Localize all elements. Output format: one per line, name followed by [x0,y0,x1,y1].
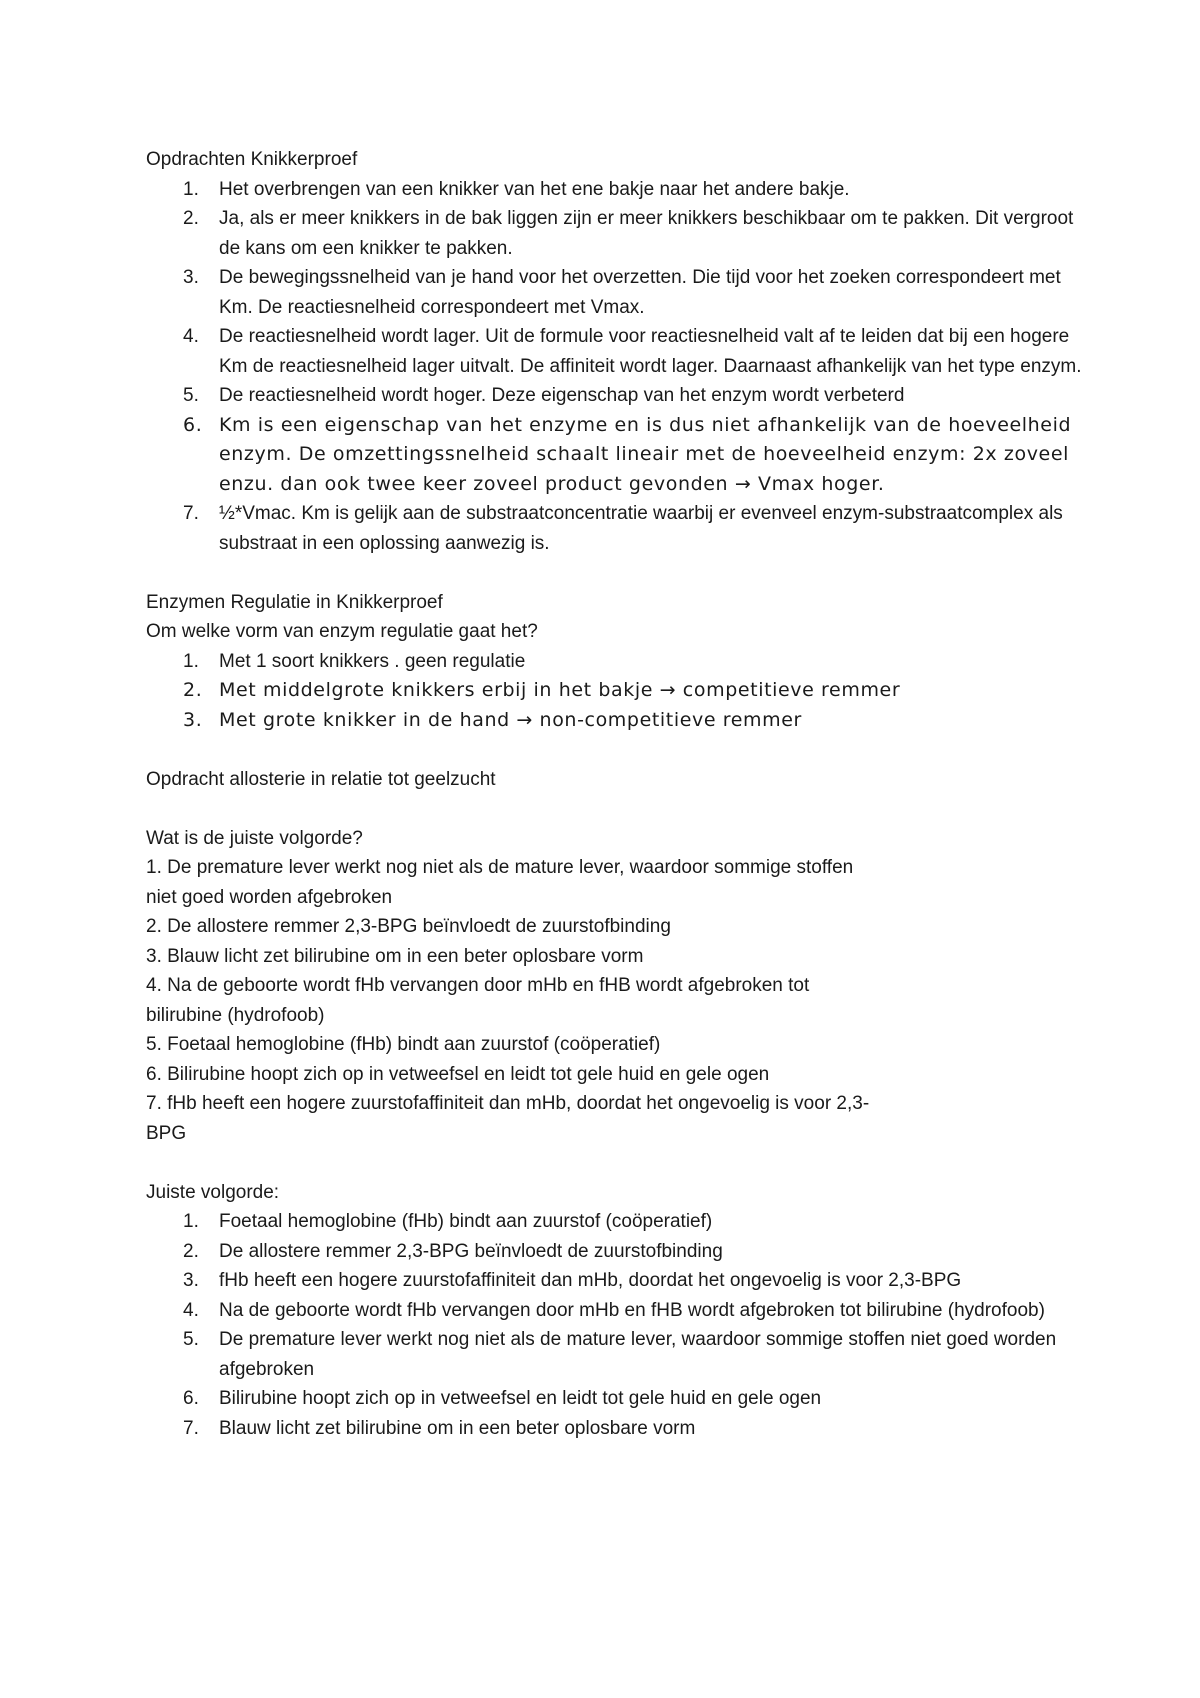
list-item [146,676,1066,706]
list-number: 3. [183,708,203,731]
list-text: Blauw licht zet bilirubine om in een beter oplosbare vorm [219,1417,696,1439]
list-text: Na de geboorte wordt fHb vervangen door mHb en fHB wordt afgebroken tot bilirubine (hydrofoob) [219,1299,1045,1321]
list-item [146,1237,1119,1267]
list-number: 2. [183,1240,199,1262]
list-text: Met 1 soort knikkers . geen regulatie [219,650,526,672]
list-number: 1. [183,1211,199,1232]
list-number: 2. [183,208,199,229]
list-text: De bewegingssnelheid van je hand voor het overzetten. Die tijd voor het zoeken correspondeert met Km. De reactiesnelheid correspondeert met Vmax. [219,267,1061,318]
list-item [146,175,1087,205]
list-item [146,263,1087,322]
section-question: Wat is de juiste volgorde? [146,827,363,849]
section-title: Juiste volgorde: [146,1181,280,1203]
correct-order-list [146,1207,1066,1443]
list-text: De premature lever werkt nog niet als de mature lever, waardoor sommige stoffen niet goed worden afgebroken [219,1329,1057,1380]
text-line: bilirubine (hydrofoob) [146,1004,325,1026]
list-text: Km is een eigenschap van het enzyme en is dus niet afhankelijk van de hoeveelheid enzym. De omzettingssnelheid schaalt lineair met de hoeveelheid enzym: 2x zoveel enzu. dan ook twee keer zoveel product gevonden → Vmax hoger. [219,413,1072,495]
list-text: Ja, als er meer knikkers in de bak liggen zijn er meer knikkers beschikbaar om te pakken. Dit vergroot de kans om een knikker te pakken. [219,208,1074,259]
list-number: 7. [183,503,199,524]
list-text: Het overbrengen van een knikker van het ene bakje naar het andere bakje. [219,178,850,200]
list-number: 5. [183,1329,199,1350]
text-line: 3. Blauw licht zet bilirubine om in een beter oplosbare vorm [146,945,644,967]
list-number: 2. [183,679,203,701]
list-number: 7. [183,1417,199,1439]
answers-list [146,175,1082,559]
list-text: De allostere remmer 2,3-BPG beïnvloedt de zuurstofbinding [219,1240,723,1262]
section-title: Enzymen Regulatie in Knikkerproef [146,591,443,613]
spacer [146,558,1066,588]
list-text: fHb heeft een hogere zuurstofaffiniteit dan mHb, doordat het ongevoelig is voor 2,3-BPG [219,1270,962,1291]
text-line: BPG [146,1122,187,1144]
list-number: 6. [183,1388,199,1409]
list-number: 1. [183,650,199,672]
document-content [146,145,1082,1443]
text-line: 5. Foetaal hemoglobine (fHb) bindt aan zuurstof (coöperatief) [146,1034,661,1055]
list-item [146,1266,1119,1296]
list-number: 5. [183,385,199,406]
list-item [146,322,1087,381]
list-item [146,381,1099,411]
list-number: 1. [183,178,199,200]
list-number: 3. [183,1270,199,1291]
list-text: De reactiesnelheid wordt hoger. Deze eigenschap van het enzym wordt verbeterd [219,385,905,406]
list-number: 4. [183,326,199,347]
list-item [146,1207,1119,1237]
list-item [146,499,1087,558]
list-item [146,1296,1089,1326]
list-item [146,411,1087,500]
list-text: Met middelgrote knikkers erbij in het bakje → competitieve remmer [219,679,901,701]
spacer [146,1148,1066,1178]
spacer [146,735,1066,765]
list-item [146,1384,1119,1414]
section-title: Opdracht allosterie in relatie tot geelzucht [146,768,496,790]
list-item [146,647,1066,677]
regulation-list [146,647,1066,736]
list-text: Foetaal hemoglobine (fHb) bindt aan zuurstof (coöperatief) [219,1211,713,1232]
list-text: Bilirubine hoopt zich op in vetweefsel en leidt tot gele huid en gele ogen [219,1388,822,1409]
list-item [146,706,1066,736]
list-item [146,1414,1119,1444]
list-number: 4. [183,1299,199,1321]
spacer [146,794,1066,824]
text-line: 4. Na de geboorte wordt fHb vervangen door mHb en fHB wordt afgebroken tot [146,975,810,996]
list-item [146,204,1087,263]
list-text: ½*Vmac. Km is gelijk aan de substraatconcentratie waarbij er evenveel enzym-substraatcomplex als substraat in een oplossing aanwezig is. [219,503,1063,554]
list-text: De reactiesnelheid wordt lager. Uit de formule voor reactiesnelheid valt af te leiden dat bij een hogere Km de reactiesnelheid lager uitvalt. De affiniteit wordt lager. Daarnaast afhankelijk van het type enzym. [219,326,1082,377]
text-line: 2. De allostere remmer 2,3-BPG beïnvloedt de zuurstofbinding [146,916,671,937]
text-line: 1. De premature lever werkt nog niet als de mature lever, waardoor sommige stoffen [146,857,854,878]
list-item [146,1325,1119,1384]
list-number: 3. [183,267,199,288]
list-text: Met grote knikker in de hand → non-competitieve remmer [219,708,802,731]
section-question: Om welke vorm van enzym regulatie gaat het? [146,621,538,642]
text-line: niet goed worden afgebroken [146,886,393,908]
text-line: 6. Bilirubine hoopt zich op in vetweefsel en leidt tot gele huid en gele ogen [146,1063,770,1085]
list-number: 6. [183,413,203,436]
text-line: 7. fHb heeft een hogere zuurstofaffiniteit dan mHb, doordat het ongevoelig is voor 2,3- [146,1093,870,1114]
section-title: Opdrachten Knikkerproef [146,149,358,170]
